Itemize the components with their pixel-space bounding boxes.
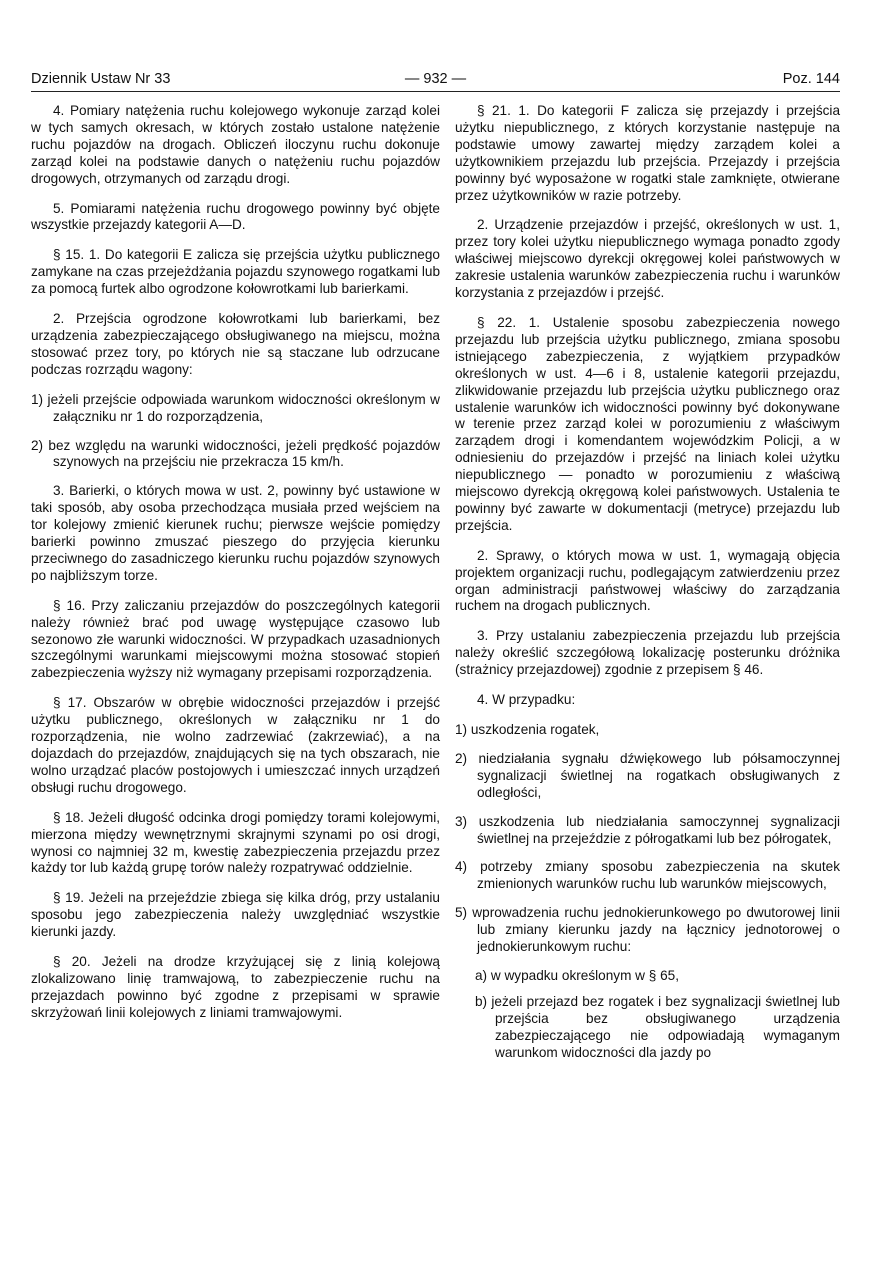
paragraph: 2. Przejścia ogrodzone kołowrotkami lub barierkami, bez urządzenia zabezpieczającego obsługiwanego na miejscu, można stosować przez tory, po których nie są staczane lub odrzucane podczas rozrządu wagony: <box>31 311 440 377</box>
position-number: Poz. 144 <box>782 71 840 87</box>
paragraph: § 20. Jeżeli na drodze krzyżującej się z linią kolejową zlokalizowano linię tramwajową, to zabezpieczenie ruchu na przejazdach powinno być zgodne z przepisami w sprawie skrzyżowań linii kolejowych z liniami tramwajowymi. <box>31 954 440 1020</box>
paragraph: § 16. Przy zaliczaniu przejazdów do poszczególnych kategorii należy również brać pod uwagę występujące czasowo lub sezonowo złe warunki widoczności. W przypadkach uzasadnionych szczególnymi warunkami miejscowymi można stosować stopień zabezpieczenia wyższy niż wymagany przepisami rozporządzenia. <box>31 597 440 681</box>
paragraph: § 15. 1. Do kategorii E zalicza się przejścia użytku publicznego zamykane na czas przejeżdżania pojazdu szynowego rogatkami lub za pomocą furtek albo ogrodzone kołowrotkami lub barierkami. <box>31 247 440 297</box>
list-item: 1) jeżeli przejście odpowiada warunkom widoczności określonym w załączniku nr 1 do rozporządzenia, <box>31 391 440 424</box>
paragraph: 2. Sprawy, o których mowa w ust. 1, wymagają objęcia projektem organizacji ruchu, podlegającym zatwierdzeniu przez organ administracji państwowej właściwy do zarządzania ruchem na drogach publicznych. <box>455 547 840 614</box>
paragraph: § 22. 1. Ustalenie sposobu zabezpieczenia nowego przejazdu lub przejścia użytku publicznego, zmiana sposobu istniejącego zabezpieczenia, z wyjątkiem przypadków określonych w ust. 4—6 i 8, ustalenie kategorii przejazdu, zlikwidowanie przejazdu lub przejścia użytku publicznego oraz ustalenie warunków ich widoczności powinny być dokonywane w terenie przez zarząd kolei w porozumieniu z właściwym zarządem drogi i komendantem wojewódzkim Policji, a w odniesieniu do przejazdów i przejść na liniach kolei użytku niepublicznego — ponadto w porozumieniu z właściwą miejscowo dyrekcją okręgową kolei państwowych. Ustalenia te powinny być zawarte w dokumentacji (metryce) przejazdu lub przejścia. <box>455 314 840 533</box>
paragraph: § 19. Jeżeli na przejeździe zbiega się kilka dróg, przy ustalaniu sposobu jego zabezpieczenia należy uwzględniać wszystkie kierunki jazdy. <box>31 890 440 940</box>
page-number: — 932 — <box>404 71 467 87</box>
journal-title: Dziennik Ustaw Nr 33 <box>31 71 171 87</box>
left-column <box>31 103 440 1022</box>
paragraph: 3. Barierki, o których mowa w ust. 2, powinny być ustawione w taki sposób, aby osoba przechodząca musiała przed wejściem na tor kolejowy zmienić kierunek ruchu; pierwsze wejście pomiędzy barierki powinno zmuszać pieszego do przyjęcia kierunku przeciwnego do zasadniczego kierunku ruchu pojazdów szynowych po najbliższym torze. <box>31 483 440 583</box>
paragraph: § 18. Jeżeli długość odcinka drogi pomiędzy torami kolejowymi, mierzona między wewnętrznymi skrajnymi szynami po osi drogi, wynosi co najmniej 32 m, kwestię zabezpieczenia przejazdu przez każdy tor lub każdą grupę torów należy rozpatrywać oddzielnie. <box>31 809 440 876</box>
list-item: 2) niedziałania sygnału dźwiękowego lub półsamoczynnej sygnalizacji świetlnej na rogatkach obsługiwanych z odległości, <box>455 750 840 800</box>
paragraph: § 17. Obszarów w obrębie widoczności przejazdów i przejść użytku publicznego, określonych w załączniku nr 1 do rozporządzenia, nie wolno zadrzewiać (zakrzewiać), a na dojazdach do przejazdów, znajdujących się na tych obszarach, nie wolno urządzać placów postojowych i umieszczać innych urządzeń obsługi ruchu drogowego. <box>31 695 440 795</box>
right-column <box>455 103 840 1062</box>
sub-list-item: a) w wypadku określonym w § 65, <box>475 967 679 983</box>
list-item: 3) uszkodzenia lub niedziałania samoczynnej sygnalizacji świetlnej na przejeździe z półrogatkami lub bez półrogatek, <box>455 813 840 846</box>
paragraph: 5. Pomiarami natężenia ruchu drogowego powinny być objęte wszystkie przejazdy kategorii A—D. <box>31 200 440 233</box>
paragraph: 3. Przy ustalaniu zabezpieczenia przejazdu lub przejścia należy określić szczegółową lokalizację posterunku dróżnika (strażnicy przejazdowej) zgodnie z przepisem § 46. <box>455 628 840 678</box>
sub-list-item: b) jeżeli przejazd bez rogatek i bez sygnalizacji świetlnej lub przejścia bez obsługiwanego urządzenia zabezpieczającego nie odpowiadają wymaganym warunkom widoczności dla jazdy po <box>475 993 840 1060</box>
list-item: 1) uszkodzenia rogatek, <box>455 722 600 737</box>
paragraph: § 21. 1. Do kategorii F zalicza się przejazdy i przejścia użytku niepublicznego, z których korzystanie następuje na podstawie umowy zawartej między zarządem kolei a użytkownikiem przejazdu lub przejścia. Przejazdy i przejścia powinny być wyposażone w rogatki stale zamknięte, otwierane przez użytkowników w razie potrzeby. <box>455 103 840 203</box>
list-item: 2) bez względu na warunki widoczności, jeżeli prędkość pojazdów szynowych na przejściu nie przekracza 15 km/h. <box>31 437 440 470</box>
page-header <box>31 71 840 91</box>
paragraph: 2. Urządzenie przejazdów i przejść, określonych w ust. 1, przez tory kolei użytku niepublicznego wymaga ponadto zgody właściwej miejscowo dyrekcji okręgowej kolei państwowych w zakresie ustalenia warunków zabezpieczenia ruchu i warunków korzystania z przejazdów i przejść. <box>455 217 840 301</box>
paragraph: 4. Pomiary natężenia ruchu kolejowego wykonuje zarząd kolei w tych samych okresach, w których zostało ustalone natężenie ruchu pojazdów na drogach. Obliczeń iloczynu ruchu dokonuje zarząd kolei na podstawie danych o natężeniu ruchu pojazdów drogowych, otrzymanych od zarządu drogi. <box>31 103 440 186</box>
header-rule <box>31 91 840 92</box>
paragraph: 4. W przypadku: <box>477 692 576 708</box>
list-item: 4) potrzeby zmiany sposobu zabezpieczenia na skutek zmienionych warunków ruchu lub warunków miejscowych, <box>455 859 840 892</box>
list-item: 5) wprowadzenia ruchu jednokierunkowego po dwutorowej linii lub zmiany kierunku jazdy na łącznicy jednotorowej o jednokierunkowym ruchu: <box>455 905 840 955</box>
